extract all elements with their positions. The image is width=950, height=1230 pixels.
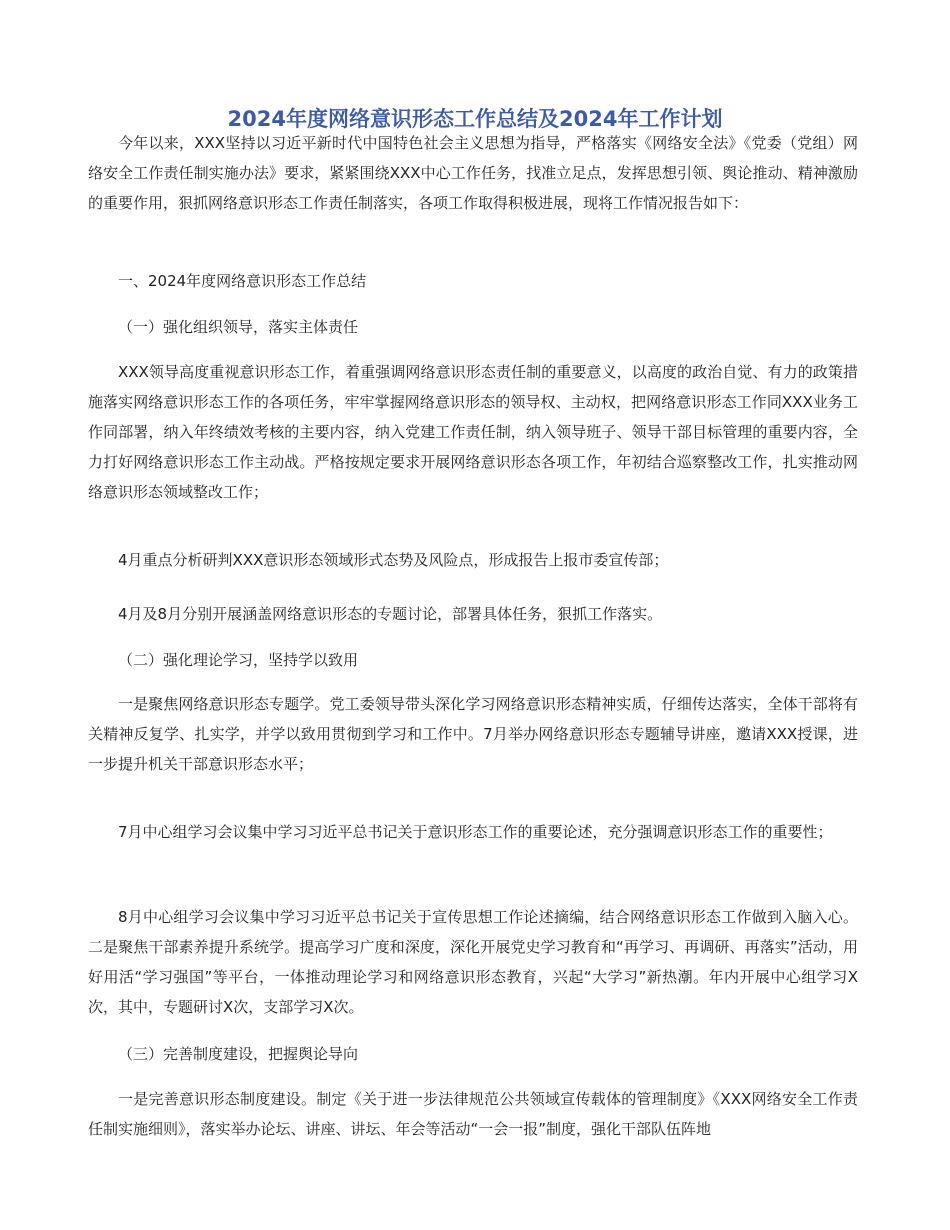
subsection-heading-2: （二）强化理论学习，坚持学以致用 [118, 651, 359, 669]
subsection-2-paragraph-1: 一是聚焦网络意识形态专题学。党工委领导带头深化学习网络意识形态精神实质，仔细传达落实，全体干部将有关精神反复学、扎实学，并学以致用贯彻到学习和工作中。7月举办网络意识形态专题辅导讲座，邀请XXX授课，进一步提升机关干部意识形态水平； [88, 695, 858, 773]
document-title: 2024年度网络意识形态工作总结及2024年工作计划 [227, 107, 723, 131]
section-heading-1: 一、2024年度网络意识形态工作总结 [118, 272, 367, 290]
subsection-1-paragraph-1: XXX领导高度重视意识形态工作，着重强调网络意识形态责任制的重要意义，以高度的政治自觉、有力的政策措施落实网络意识形态工作的各项任务，牢牢掌握网络意识形态的领导权、主动权，把网络意识形态工作同XXX业务工作同部署，纳入年终绩效考核的主要内容，纳入党建工作责任制，纳入领导班子、领导干部目标管理的重要内容，全力打好网络意识形态工作主动战。严格按规定要求开展网络意识形态各项工作，年初结合巡察整改工作，扎实推动网络意识形态领域整改工作； [88, 363, 858, 501]
subsection-2-paragraph-2: 7月中心组学习会议集中学习习近平总书记关于意识形态工作的重要论述，充分强调意识形态工作的重要性； [118, 823, 833, 841]
subsection-3-paragraph-1: 一是完善意识形态制度建设。制定《关于进一步法律规范公共领域宣传载体的管理制度》《XXX网络安全工作责任制实施细则》，落实举办论坛、讲座、讲坛、年会等活动“一会一报”制度，强化干部队伍阵地 [88, 1090, 858, 1138]
subsection-heading-1: （一）强化组织领导，落实主体责任 [118, 318, 359, 336]
subsection-1-paragraph-3: 4月及8月分别开展涵盖网络意识形态的专题讨论，部署具体任务，狠抓工作落实。 [118, 605, 663, 623]
subsection-1-paragraph-2: 4月重点分析研判XXX意识形态领域形式态势及风险点，形成报告上报市委宣传部； [118, 551, 669, 569]
subsection-heading-3: （三）完善制度建设，把握舆论导向 [118, 1045, 359, 1063]
intro-paragraph: 今年以来，XXX坚持以习近平新时代中国特色社会主义思想为指导，严格落实《网络安全法》《党委（党组）网络安全工作责任制实施办法》要求，紧紧围绕XXX中心工作任务，找准立足点，发挥思想引领、舆论推动、精神激励的重要作用，狠抓网络意识形态工作责任制落实，各项工作取得积极进展，现将工作情况报告如下： [88, 134, 858, 212]
subsection-2-paragraph-3: 8月中心组学习会议集中学习习近平总书记关于宣传思想工作论述摘编，结合网络意识形态工作做到入脑入心。二是聚焦干部素养提升系统学。提高学习广度和深度，深化开展党史学习教育和“再学习、再调研、再落实”活动，用好用活“学习强国”等平台，一体推动理论学习和网络意识形态教育，兴起“大学习”新热潮。年内开展中心组学习X次，其中，专题研讨X次，支部学习X次。 [88, 908, 858, 1016]
